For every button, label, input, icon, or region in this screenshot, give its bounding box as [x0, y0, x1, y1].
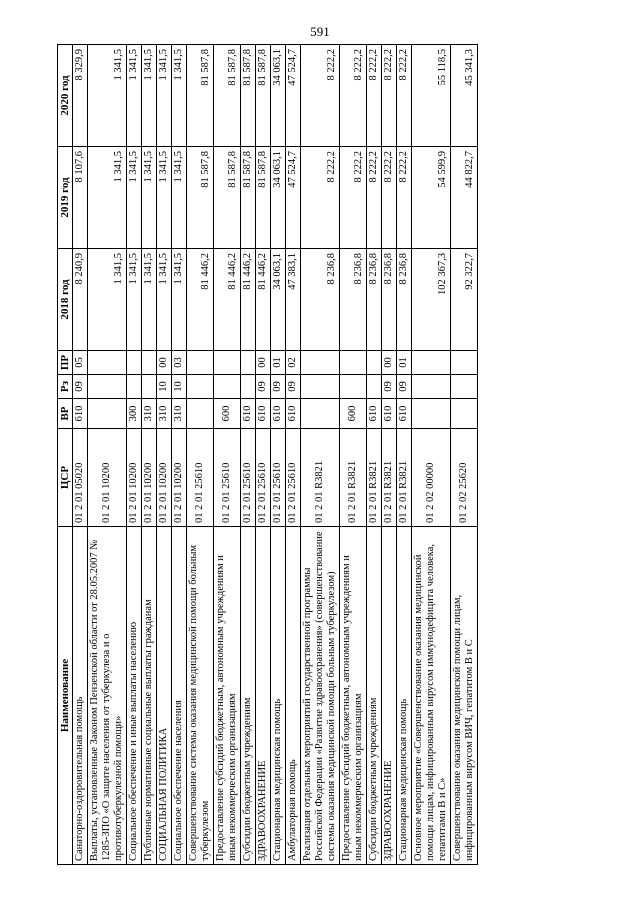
cell-vr: 310 — [142, 399, 157, 429]
table-row — [340, 45, 367, 865]
cell-2020: 8 222,2 — [382, 45, 397, 147]
table-row — [142, 45, 157, 865]
cell-csr: 01 2 01 25610 — [256, 429, 271, 527]
cell-rz: 09 — [256, 375, 271, 399]
table-body — [73, 45, 478, 865]
cell-csr: 01 2 01 10200 — [172, 429, 187, 527]
cell-pr: 00 — [382, 351, 397, 375]
cell-name: Совершенствование оказания медицинской помощи лицам, инфицированным вирусом ВИЧ, гепатитом В и С — [451, 527, 478, 865]
header-2020: 2020 год — [58, 45, 73, 147]
cell-name: Стационарная медицинская помощь — [271, 527, 286, 865]
cell-pr: 03 — [172, 351, 187, 375]
cell-csr: 01 2 01 10200 — [157, 429, 172, 527]
cell-vr — [301, 399, 340, 429]
budget-table — [57, 44, 478, 865]
cell-pr — [412, 351, 451, 375]
cell-name: Предоставление субсидий бюджетным, автономным учреждениям и иным некоммерческим организациям — [214, 527, 241, 865]
cell-vr: 300 — [127, 399, 142, 429]
cell-csr: 01 2 01 25610 — [241, 429, 256, 527]
cell-2018: 81 446,2 — [256, 249, 271, 351]
header-2018: 2018 год — [58, 249, 73, 351]
cell-vr — [88, 399, 127, 429]
cell-2019: 8 222,2 — [397, 147, 412, 249]
cell-csr: 01 2 01 10200 — [127, 429, 142, 527]
cell-rz: 09 — [382, 375, 397, 399]
cell-2018: 34 063,1 — [271, 249, 286, 351]
cell-name: Предоставление субсидий бюджетным, автономным учреждениям и иным некоммерческим организациям — [340, 527, 367, 865]
cell-vr: 600 — [214, 399, 241, 429]
cell-2018: 8 236,8 — [340, 249, 367, 351]
page-number: 591 — [310, 24, 330, 39]
cell-2020: 1 341,5 — [157, 45, 172, 147]
cell-name: Субсидии бюджетным учреждениям — [241, 527, 256, 865]
cell-pr — [367, 351, 382, 375]
cell-pr — [451, 351, 478, 375]
cell-2020: 47 524,7 — [286, 45, 301, 147]
cell-rz — [127, 375, 142, 399]
header-csr: ЦСР — [58, 429, 73, 527]
cell-rz — [241, 375, 256, 399]
cell-2019: 8 107,6 — [73, 147, 88, 249]
cell-2018: 8 236,8 — [367, 249, 382, 351]
cell-name: Совершенствование системы оказания медицинской помощи больным туберкулезом — [187, 527, 214, 865]
cell-2019: 1 341,5 — [88, 147, 127, 249]
cell-rz — [301, 375, 340, 399]
cell-csr: 01 2 01 25610 — [214, 429, 241, 527]
cell-2020: 8 222,2 — [367, 45, 382, 147]
cell-2020: 8 222,2 — [340, 45, 367, 147]
cell-2019: 81 587,8 — [187, 147, 214, 249]
cell-csr: 01 2 01 R3821 — [367, 429, 382, 527]
cell-rz — [367, 375, 382, 399]
cell-2020: 1 341,5 — [142, 45, 157, 147]
cell-2019: 47 524,7 — [286, 147, 301, 249]
header-2019: 2019 год — [58, 147, 73, 249]
cell-vr: 310 — [172, 399, 187, 429]
table-row — [286, 45, 301, 865]
cell-vr: 610 — [397, 399, 412, 429]
header-pr: ПР — [58, 351, 73, 375]
cell-rz: 09 — [286, 375, 301, 399]
cell-rz — [88, 375, 127, 399]
cell-2020: 81 587,8 — [241, 45, 256, 147]
cell-2020: 45 341,3 — [451, 45, 478, 147]
cell-name: Стационарная медицинская помощь — [397, 527, 412, 865]
cell-2018: 81 446,2 — [187, 249, 214, 351]
table-row — [187, 45, 214, 865]
table-row — [88, 45, 127, 865]
cell-csr: 01 2 01 05020 — [73, 429, 88, 527]
cell-pr: 05 — [73, 351, 88, 375]
table-row — [172, 45, 187, 865]
cell-2019: 54 599,9 — [412, 147, 451, 249]
cell-pr — [88, 351, 127, 375]
cell-2019: 8 222,2 — [340, 147, 367, 249]
cell-2019: 81 587,8 — [241, 147, 256, 249]
cell-csr: 01 2 01 25610 — [187, 429, 214, 527]
cell-2019: 1 341,5 — [142, 147, 157, 249]
table-row — [367, 45, 382, 865]
cell-rz: 09 — [397, 375, 412, 399]
cell-pr — [187, 351, 214, 375]
cell-pr — [142, 351, 157, 375]
cell-rz: 10 — [172, 375, 187, 399]
rotated-table-container — [57, 45, 612, 865]
cell-2018: 8 240,9 — [73, 249, 88, 351]
cell-vr: 610 — [271, 399, 286, 429]
cell-rz — [142, 375, 157, 399]
table-row — [241, 45, 256, 865]
cell-pr: 01 — [271, 351, 286, 375]
cell-pr — [241, 351, 256, 375]
cell-rz: 10 — [157, 375, 172, 399]
cell-vr: 610 — [367, 399, 382, 429]
header-vr: ВР — [58, 399, 73, 429]
cell-2020: 34 063,1 — [271, 45, 286, 147]
cell-2018: 8 236,8 — [301, 249, 340, 351]
table-row — [73, 45, 88, 865]
cell-pr — [301, 351, 340, 375]
cell-2019: 81 587,8 — [214, 147, 241, 249]
cell-csr: 01 2 01 10200 — [88, 429, 127, 527]
cell-rz — [451, 375, 478, 399]
cell-2020: 1 341,5 — [88, 45, 127, 147]
cell-csr: 01 2 01 25610 — [286, 429, 301, 527]
cell-2018: 1 341,5 — [88, 249, 127, 351]
cell-csr: 01 2 01 R3821 — [301, 429, 340, 527]
table-row — [397, 45, 412, 865]
cell-vr: 610 — [382, 399, 397, 429]
cell-2018: 8 236,8 — [397, 249, 412, 351]
cell-pr: 02 — [286, 351, 301, 375]
cell-name: Субсидии бюджетным учреждениям — [367, 527, 382, 865]
cell-csr: 01 2 01 R3821 — [382, 429, 397, 527]
cell-2020: 81 587,8 — [214, 45, 241, 147]
cell-name: Амбулаторная помощь — [286, 527, 301, 865]
cell-csr: 01 2 01 25610 — [271, 429, 286, 527]
table-row — [451, 45, 478, 865]
cell-vr: 610 — [256, 399, 271, 429]
cell-2019: 34 063,1 — [271, 147, 286, 249]
cell-2019: 8 222,2 — [367, 147, 382, 249]
cell-pr — [340, 351, 367, 375]
table-header-row — [58, 45, 73, 865]
cell-2018: 1 341,5 — [157, 249, 172, 351]
cell-rz: 09 — [73, 375, 88, 399]
cell-2020: 81 587,8 — [187, 45, 214, 147]
cell-name: Публичные нормативные социальные выплаты гражданам — [142, 527, 157, 865]
table-row — [157, 45, 172, 865]
cell-vr: 610 — [73, 399, 88, 429]
cell-csr: 01 2 01 R3821 — [397, 429, 412, 527]
cell-vr: 610 — [286, 399, 301, 429]
cell-name: Выплаты, установленные Законом Пензенской области от 28.05.2007 № 1285-ЗПО «О защите населения от туберкулеза и о противотуберкулезной помощи» — [88, 527, 127, 865]
cell-2018: 1 341,5 — [172, 249, 187, 351]
cell-rz — [214, 375, 241, 399]
cell-2018: 81 446,2 — [214, 249, 241, 351]
cell-2018: 1 341,5 — [142, 249, 157, 351]
cell-2018: 47 383,1 — [286, 249, 301, 351]
cell-vr: 610 — [241, 399, 256, 429]
cell-name: Основное мероприятие «Совершенствование оказания медицинской помощи лицам, инфицированным вирусом иммунодефицита человека, гепатитами В и С» — [412, 527, 451, 865]
cell-2019: 81 587,8 — [256, 147, 271, 249]
cell-name: ЗДРАВООХРАНЕНИЕ — [382, 527, 397, 865]
cell-2018: 92 322,7 — [451, 249, 478, 351]
cell-2020: 1 341,5 — [172, 45, 187, 147]
cell-name: Социальное обеспечение и иные выплаты населению — [127, 527, 142, 865]
cell-2018: 102 367,3 — [412, 249, 451, 351]
cell-name: Санаторно-оздоровительная помощь — [73, 527, 88, 865]
cell-name: СОЦИАЛЬНАЯ ПОЛИТИКА — [157, 527, 172, 865]
cell-2018: 81 446,2 — [241, 249, 256, 351]
cell-vr — [412, 399, 451, 429]
table-row — [256, 45, 271, 865]
cell-vr — [187, 399, 214, 429]
cell-pr — [127, 351, 142, 375]
cell-2019: 8 222,2 — [382, 147, 397, 249]
cell-csr: 01 2 01 R3821 — [340, 429, 367, 527]
header-rz: Рз — [58, 375, 73, 399]
table-row — [382, 45, 397, 865]
table-row — [271, 45, 286, 865]
cell-rz — [187, 375, 214, 399]
cell-2019: 44 822,7 — [451, 147, 478, 249]
cell-pr: 00 — [256, 351, 271, 375]
cell-2020: 55 118,5 — [412, 45, 451, 147]
cell-name: Социальное обеспечение населения — [172, 527, 187, 865]
cell-2018: 8 236,8 — [382, 249, 397, 351]
cell-pr: 00 — [157, 351, 172, 375]
table-row — [412, 45, 451, 865]
cell-2019: 1 341,5 — [127, 147, 142, 249]
cell-rz — [340, 375, 367, 399]
cell-rz: 09 — [271, 375, 286, 399]
cell-2019: 1 341,5 — [172, 147, 187, 249]
cell-csr: 01 2 02 25620 — [451, 429, 478, 527]
header-name: Наименование — [58, 527, 73, 865]
table-row — [301, 45, 340, 865]
cell-csr: 01 2 02 00000 — [412, 429, 451, 527]
cell-pr — [214, 351, 241, 375]
cell-csr: 01 2 01 10200 — [142, 429, 157, 527]
cell-2020: 8 222,2 — [397, 45, 412, 147]
cell-pr: 01 — [397, 351, 412, 375]
cell-name: Реализация отдельных мероприятий государственной программы Российской Федерации «Развитие здравоохранения» (совершенствование системы оказания медицинской помощи больным туберкулезом) — [301, 527, 340, 865]
cell-2020: 81 587,8 — [256, 45, 271, 147]
cell-name: ЗДРАВООХРАНЕНИЕ — [256, 527, 271, 865]
cell-2019: 8 222,2 — [301, 147, 340, 249]
cell-rz — [412, 375, 451, 399]
cell-2019: 1 341,5 — [157, 147, 172, 249]
table-row — [214, 45, 241, 865]
cell-vr: 600 — [340, 399, 367, 429]
cell-2020: 8 222,2 — [301, 45, 340, 147]
cell-2018: 1 341,5 — [127, 249, 142, 351]
cell-vr — [451, 399, 478, 429]
cell-2020: 8 329,9 — [73, 45, 88, 147]
cell-2020: 1 341,5 — [127, 45, 142, 147]
cell-vr: 310 — [157, 399, 172, 429]
table-row — [127, 45, 142, 865]
